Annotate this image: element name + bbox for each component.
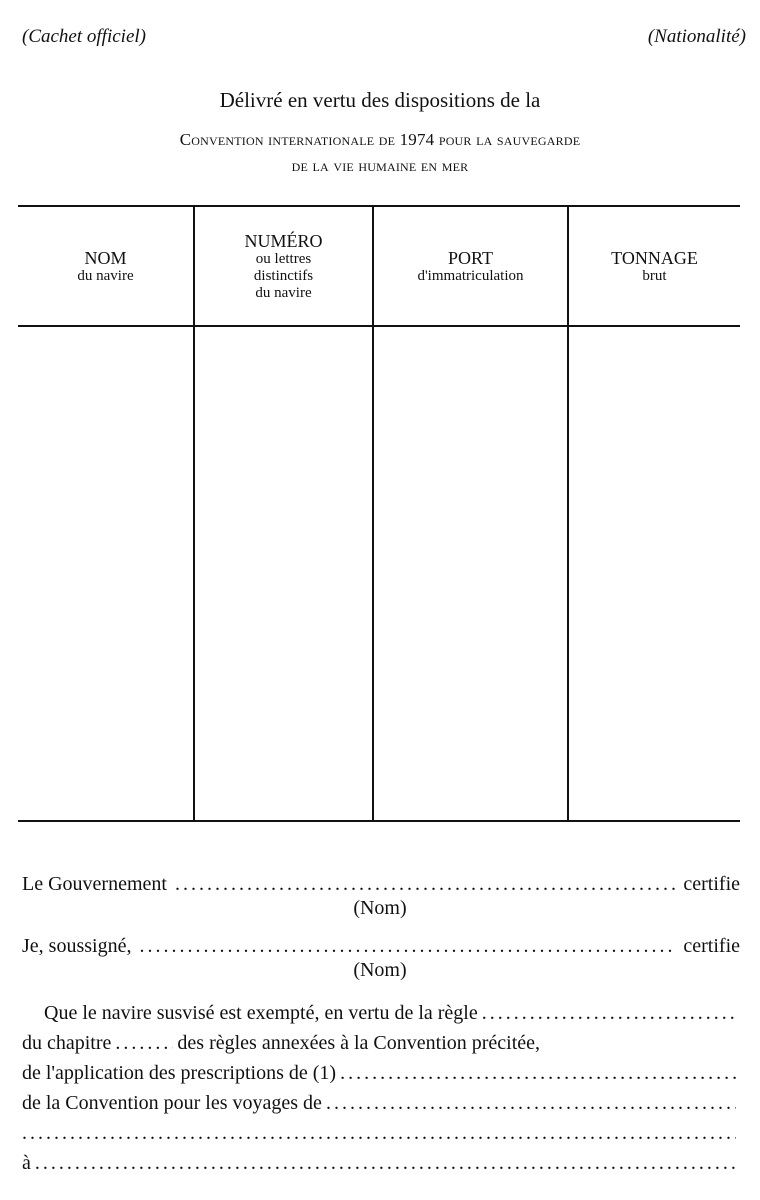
undersigned-name-blank[interactable] <box>139 934 675 958</box>
table-bottom-rule <box>18 820 740 822</box>
column-subtitle-line: ou lettres <box>255 250 312 267</box>
paragraph-text: des règles annexées à la Convention précitée, <box>177 1032 541 1054</box>
paragraph-line <box>22 1058 740 1088</box>
table-header-rule <box>18 325 740 327</box>
column-title: TONNAGE <box>611 247 698 268</box>
name-caption: (Nom) <box>353 897 407 919</box>
column-header-ship-number <box>195 207 372 325</box>
undersigned-label: Je, soussigné, <box>22 935 132 957</box>
column-subtitle-line: du navire <box>255 284 312 301</box>
paragraph-line <box>22 1118 740 1148</box>
paragraph-text: du chapitre <box>22 1032 112 1054</box>
official-stamp-label: (Cachet officiel) <box>22 26 146 47</box>
column-title: NUMÉRO <box>244 230 323 251</box>
exemption-paragraph <box>22 998 740 1178</box>
column-title: NOM <box>84 247 127 268</box>
convention-title-line-2: de la vie humaine en mer <box>291 156 469 175</box>
paragraph-line <box>22 1148 740 1178</box>
column-subtitle: du navire <box>77 267 134 284</box>
paragraph-text: de l'application des prescriptions de (1) <box>22 1062 337 1084</box>
certifies-label: certifie <box>683 873 740 895</box>
voyages-from-blank-continued[interactable] <box>22 1118 736 1148</box>
undersigned-certifies-line <box>22 934 740 958</box>
voyages-to-blank[interactable] <box>35 1148 736 1178</box>
voyages-from-blank[interactable] <box>326 1088 736 1118</box>
regulation-blank[interactable] <box>482 998 736 1028</box>
government-label: Le Gouvernement <box>22 873 167 895</box>
chapter-blank[interactable] <box>115 1028 173 1058</box>
paragraph-line <box>22 998 740 1028</box>
column-header-port-of-registry <box>374 207 567 325</box>
requirements-blank[interactable] <box>340 1058 736 1088</box>
paragraph-line <box>22 1028 740 1058</box>
column-subtitle-line: distinctifs <box>253 267 314 284</box>
column-title: PORT <box>448 247 493 268</box>
paragraph-text: Que le navire susvisé est exempté, en vertu de la règle <box>44 1002 478 1024</box>
convention-title-line-1: Convention internationale de 1974 pour la sauvegarde <box>179 130 581 149</box>
certifies-label: certifie <box>683 935 740 957</box>
government-name-blank[interactable] <box>175 872 675 896</box>
paragraph-text: de la Convention pour les voyages de <box>22 1092 322 1114</box>
column-header-ship-name <box>18 207 193 325</box>
paragraph-text: à <box>22 1152 31 1174</box>
government-certifies-line <box>22 872 740 896</box>
column-subtitle: d'immatriculation <box>417 267 524 284</box>
column-header-gross-tonnage <box>569 207 740 325</box>
paragraph-line <box>22 1088 740 1118</box>
issued-statement: Délivré en vertu des dispositions de la <box>219 88 541 112</box>
column-subtitle: brut <box>642 267 667 284</box>
name-caption: (Nom) <box>353 959 407 981</box>
nationality-label: (Nationalité) <box>647 26 746 47</box>
